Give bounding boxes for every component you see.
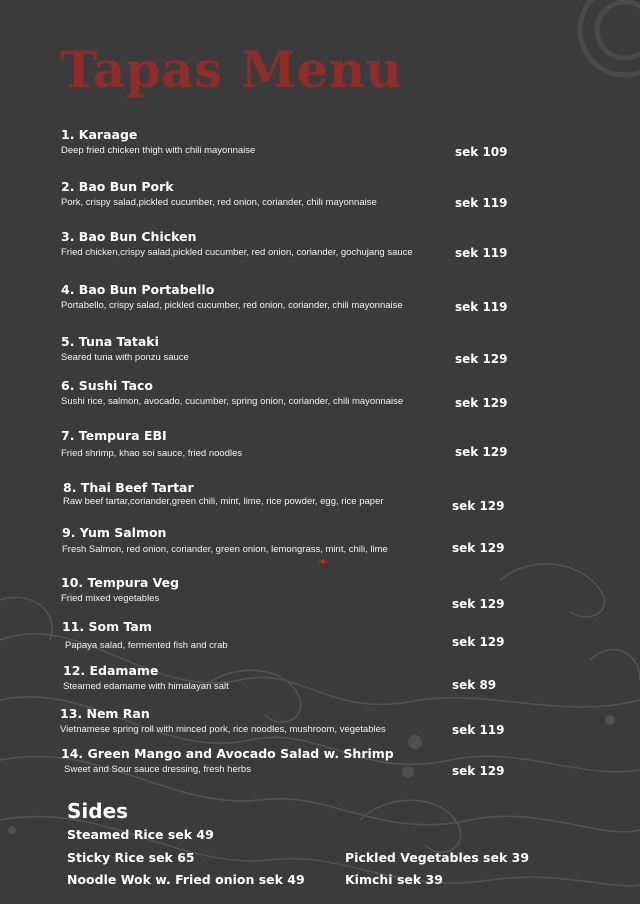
menu-item-description: Fried chicken,crispy salad,pickled cucumber, red onion, coriander, gochujang sauce xyxy=(61,247,413,258)
menu-item-name: 12. Edamame xyxy=(63,663,159,678)
menu-item xyxy=(63,480,583,508)
menu-item-price: sek 119 xyxy=(455,196,508,210)
menu-item-name: 4. Bao Bun Portabello xyxy=(61,282,215,297)
menu-item-price: sek 119 xyxy=(455,246,508,260)
menu-item-description: Vietnamese spring roll with minced pork, rice noodles, mushroom, vegetables xyxy=(60,724,386,735)
menu-item-description: Seared tuna with ponzu sauce xyxy=(61,352,189,363)
menu-item-price: sek 89 xyxy=(452,678,497,692)
menu-item-price: sek 119 xyxy=(455,300,508,314)
menu-item-price: sek 129 xyxy=(452,541,505,555)
side-item: Pickled Vegetables sek 39 xyxy=(345,850,530,865)
page-title: Tapas Menu xyxy=(60,40,403,99)
menu-item-description: Deep fried chicken thigh with chili mayonnaise xyxy=(61,145,256,156)
menu-item-price: sek 129 xyxy=(452,597,505,611)
menu-item-price: sek 129 xyxy=(452,635,505,649)
menu-item-description: Steamed edamame with himalayan salt xyxy=(63,681,229,692)
menu-item-name: 1. Karaage xyxy=(61,127,138,142)
menu-item-price: sek 129 xyxy=(455,352,508,366)
menu-item-description: Sweet and Sour sauce dressing, fresh herbs xyxy=(64,764,251,775)
menu-item-name: 10. Tempura Veg xyxy=(61,575,180,590)
menu-item-price: sek 109 xyxy=(455,145,508,159)
menu-item-name: 9. Yum Salmon xyxy=(62,525,167,540)
menu-item-name: 5. Tuna Tataki xyxy=(61,334,159,349)
menu-item-price: sek 129 xyxy=(455,396,508,410)
menu-item-description: Raw beef tartar,coriander,green chili, mint, lime, rice powder, egg, rice paper xyxy=(63,496,384,507)
menu-item-description: Sushi rice, salmon, avocado, cucumber, spring onion, coriander, chili mayonnaise xyxy=(61,396,404,407)
menu-item-price: sek 119 xyxy=(452,723,505,737)
chili-pepper-icon: ❧ xyxy=(318,555,328,568)
menu-item-name: 8. Thai Beef Tartar xyxy=(63,480,194,495)
side-item: Sticky Rice sek 65 xyxy=(67,850,195,865)
menu-item-description: Fried mixed vegetables xyxy=(61,593,160,604)
menu-item-name: 2. Bao Bun Pork xyxy=(61,179,174,194)
sides-heading: Sides xyxy=(67,799,129,823)
menu-item-description: Fresh Salmon, red onion, coriander, green onion, lemongrass, mint, chili, lime xyxy=(62,544,388,555)
menu-item-description: Pork, crispy salad,pickled cucumber, red onion, coriander, chili mayonnaise xyxy=(61,197,377,208)
menu-item-description: Papaya salad, fermented fish and crab xyxy=(65,640,228,651)
menu-item-name: 13. Nem Ran xyxy=(60,706,150,721)
side-item: Kimchi sek 39 xyxy=(345,872,443,887)
menu-item-name: 6. Sushi Taco xyxy=(61,378,154,393)
menu-item-name: 7. Tempura EBI xyxy=(61,428,167,443)
menu-item-description: Portabello, crispy salad, pickled cucumber, red onion, coriander, chili mayonnaise xyxy=(61,300,403,311)
menu-item-price: sek 129 xyxy=(452,764,505,778)
side-item: Steamed Rice sek 49 xyxy=(67,827,214,842)
menu-item-name: 14. Green Mango and Avocado Salad w. Shrimp xyxy=(61,746,394,761)
side-item: Noodle Wok w. Fried onion sek 49 xyxy=(67,872,305,887)
menu-item-price: sek 129 xyxy=(452,499,505,513)
menu-item xyxy=(63,663,583,693)
menu-item-price: sek 129 xyxy=(455,445,508,459)
menu-item-name: 11. Som Tam xyxy=(62,619,152,634)
menu-item-name: 3. Bao Bun Chicken xyxy=(61,229,197,244)
menu-item-description: Fried shrimp, khao soi sauce, fried noodles xyxy=(61,448,243,459)
